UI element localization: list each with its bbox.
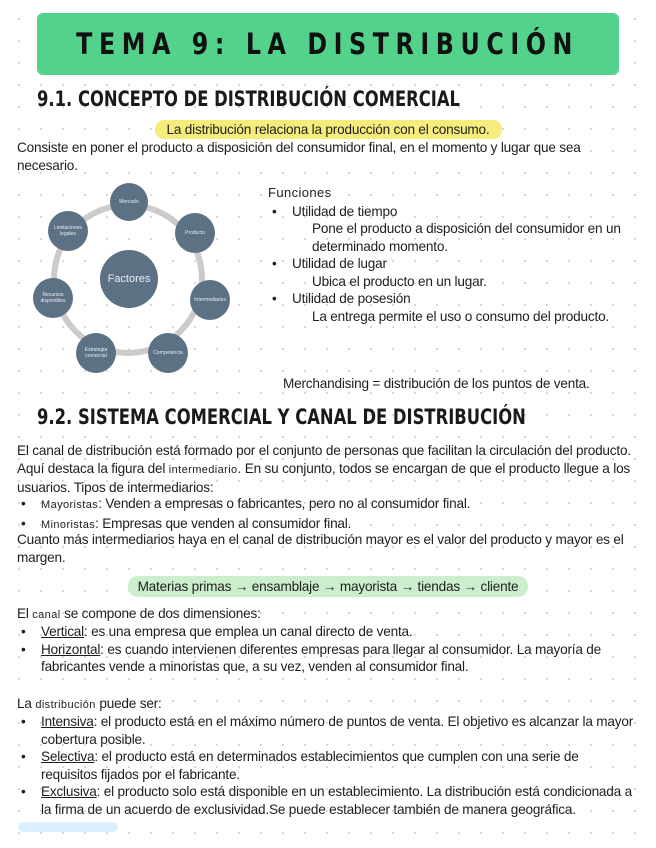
term-exclusiva: Exclusiva bbox=[41, 784, 97, 799]
diagram-center-node: Factores bbox=[100, 250, 158, 308]
merchandising-note: Merchandising = distribución de los puntos de venta. bbox=[283, 376, 590, 391]
margin-paragraph: Cuanto más intermediarios haya en el canal de distribución mayor es el valor del producto y mayor es el margen. bbox=[17, 532, 624, 565]
term-horizontal: Horizontal bbox=[41, 641, 101, 657]
factors-diagram bbox=[28, 178, 228, 378]
diagram-node-competencia: Competencia bbox=[148, 333, 188, 373]
function-desc: Ubica el producto en un lugar. bbox=[312, 273, 487, 289]
term-distribucion: distribución bbox=[35, 699, 96, 711]
diagram-node-producto: Producto bbox=[175, 213, 215, 253]
item-desc: : el producto está en determinados establecimientos que cumplen con una serie de requisitos fijados por el fabricante. bbox=[41, 749, 579, 782]
channel-paragraph bbox=[17, 442, 637, 497]
term-canal: canal bbox=[32, 609, 61, 621]
item-desc: : el producto está en el máximo número de puntos de venta. El objetivo es alcanzar la mayor cobertura posible. bbox=[41, 714, 634, 747]
diagram-node-intermediarios: Intermediarios bbox=[190, 280, 230, 320]
function-name: Utilidad de lugar bbox=[292, 256, 387, 271]
watermark-logo bbox=[18, 822, 118, 832]
function-desc: La entrega permite el uso o consumo del producto. bbox=[312, 308, 610, 324]
list-item bbox=[17, 783, 637, 818]
page-title: TEMA 9: LA DISTRIBUCIÓN bbox=[76, 27, 580, 61]
paragraph-text: puede ser: bbox=[95, 696, 162, 711]
item-desc: : Venden a empresas o fabricantes, pero no al consumidor final. bbox=[98, 496, 471, 511]
list-item bbox=[17, 748, 637, 783]
key-idea-highlight: La distribución relaciona la producción con el consumo. bbox=[155, 120, 502, 139]
term-selectiva: Selectiva bbox=[41, 749, 95, 764]
dimensions-intro bbox=[17, 605, 637, 625]
intermediaries-list bbox=[17, 495, 637, 534]
term-mayoristas: Mayoristas bbox=[41, 499, 99, 511]
function-name: Utilidad de tiempo bbox=[292, 203, 398, 219]
diagram-node-estrategia: Estrategia comercial bbox=[76, 333, 116, 373]
list-item bbox=[268, 255, 640, 290]
item-desc: : Empresas que venden al consumidor final. bbox=[95, 515, 352, 531]
functions-title: Funciones bbox=[268, 185, 332, 200]
paragraph-text: . En su conjunto, todos se encargan de que el producto llegue a los usuarios. Tipos de intermediarios: bbox=[17, 460, 631, 495]
highlight-row bbox=[0, 121, 656, 139]
types-list bbox=[17, 713, 637, 818]
function-name: Utilidad de posesión bbox=[292, 291, 411, 306]
term-intensiva: Intensiva bbox=[41, 714, 94, 729]
item-desc: : el producto solo está disponible en un establecimiento. La distribución está condicionada a la firma de un acuerdo de exclusividad.Se puede establecer también de manera geográfica. bbox=[41, 784, 632, 817]
list-item bbox=[268, 203, 640, 256]
list-item bbox=[17, 495, 637, 515]
list-item bbox=[17, 641, 637, 676]
list-item bbox=[17, 623, 637, 641]
term-vertical: Vertical bbox=[41, 624, 84, 639]
list-item bbox=[268, 290, 640, 325]
paragraph-text: La bbox=[17, 696, 36, 711]
item-desc: : es una empresa que emplea un canal directo de venta. bbox=[83, 624, 413, 639]
types-intro bbox=[17, 695, 637, 715]
paragraph-text: El canal de distribución está formado por el conjunto de personas que facilitan la circulación del producto. Aquí destaca la figura del bbox=[17, 443, 631, 476]
chain-row bbox=[0, 578, 656, 596]
term-intermediario: intermediario bbox=[168, 463, 238, 476]
diagram-node-recursos: Recursos disponibles bbox=[33, 278, 73, 318]
title-banner bbox=[37, 13, 619, 75]
intro-paragraph: Consiste en poner el producto a disposición del consumidor final, en el momento y lugar que sea necesario. bbox=[17, 140, 581, 173]
list-item bbox=[17, 713, 637, 748]
section-heading-1: 9.1. CONCEPTO DE DISTRIBUCIÓN COMERCIAL bbox=[37, 87, 460, 111]
supply-chain-highlight: Materias primas → ensamblaje → mayorista → tiendas → cliente bbox=[128, 576, 529, 597]
diagram-node-limitaciones: Limitaciones legales bbox=[48, 211, 88, 251]
diagram-node-mercado: Mercado bbox=[110, 183, 148, 221]
dimensions-list bbox=[17, 623, 637, 676]
paragraph-text: El bbox=[17, 606, 33, 621]
functions-block bbox=[268, 184, 640, 325]
function-desc: Pone el producto a disposición del consumidor en un determinado momento. bbox=[312, 221, 621, 254]
section-heading-2: 9.2. SISTEMA COMERCIAL Y CANAL DE DISTRIBUCIÓN bbox=[37, 405, 526, 429]
paragraph-text: se compone de dos dimensiones: bbox=[60, 606, 261, 621]
term-minoristas: Minoristas bbox=[41, 518, 96, 531]
functions-list bbox=[268, 203, 640, 326]
item-desc: : es cuando intervienen diferentes empresas para llegar al consumidor. La mayoría de fabricantes vende a minoristas que, a su vez, venden al consumidor final. bbox=[41, 641, 602, 674]
